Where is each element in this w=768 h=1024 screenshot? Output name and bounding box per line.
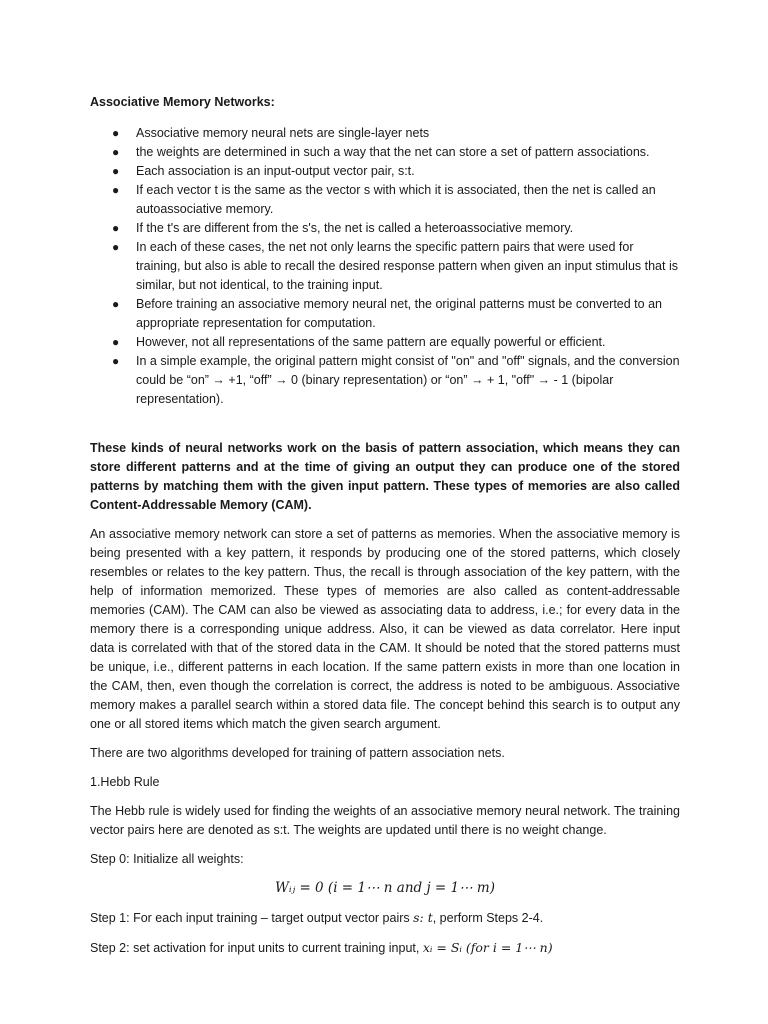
bullet-icon: ● — [112, 164, 120, 178]
hebb-rule-title: 1.Hebb Rule — [90, 775, 160, 789]
bullet-item: ● If the t's are different from the s's, the net is called a heteroassociative memory. — [90, 219, 680, 238]
algorithms-intro: There are two algorithms developed for training of pattern association nets. — [90, 746, 505, 760]
section-heading: Associative Memory Networks: — [90, 95, 275, 109]
bullet-item: ● Associative memory neural nets are single-layer nets — [90, 124, 680, 143]
step-2: Step 2: set activation for input units to current training input, xᵢ = Sᵢ (for i = 1⋯ n) — [90, 940, 553, 955]
cam-paragraph: An associative memory network can store a set of patterns as memories. When the associative memory is being presented with a key pattern, it responds by producing one of the stored patterns, which closely resembles or relates to the key pattern. Thus, the recall is through association of the key pattern, with the help of information memorized. These types of memories are also called as content-addressable memories (CAM). The CAM can also be viewed as associating data to address, i.e.; for every data in the memory there is a corresponding unique address. Also, it can be viewed as data correlator. Here input data is correlated with that of the stored data in the CAM. It should be noted that the stored patterns must be unique, i.e., different patterns in each location. If the same pattern exists in more than one location in the CAM, then, even though the correlation is correct, the address is noted to be ambiguous. Associative memory makes a parallel search within a stored data file. The concept behind this search is to output any one or all stored items which match the given search argument. — [90, 527, 680, 731]
step-0: Step 0: Initialize all weights: — [90, 852, 244, 866]
bullet-icon: ● — [112, 240, 120, 254]
bullet-icon: ● — [112, 183, 120, 197]
bullet-item: ● Each association is an input-output vector pair, s:t. — [90, 162, 680, 181]
bullet-item: ● Before training an associative memory neural net, the original patterns must be converted to an appropriate representation for computation. — [112, 297, 662, 330]
hebb-rule-paragraph: The Hebb rule is widely used for finding the weights of an associative memory neural network. The training vector pairs here are denoted as s:t. The weights are updated until there is no weight change. — [90, 804, 680, 837]
bullet-item: ● However, not all representations of the same pattern are equally powerful or efficient. — [90, 333, 680, 352]
bullet-icon: ● — [112, 221, 120, 235]
bullet-list — [90, 124, 680, 409]
bullet-icon: ● — [112, 126, 120, 140]
bullet-item: ● the weights are determined in such a way that the net can store a set of pattern associations. — [90, 143, 680, 162]
bullet-item: ● In a simple example, the original pattern might consist of "on" and "off" signals, and the conversion could be “on” → +1, “off” → 0 (binary representation) or “on” → + 1, "off" → - 1 (bipolar representation). — [112, 354, 680, 406]
weight-init-equation: Wᵢⱼ = 0 (i = 1⋯ n and j = 1⋯ m) — [275, 880, 495, 896]
bullet-item: ● In each of these cases, the net not only learns the specific pattern pairs that were used for training, but also is able to recall the desired response pattern when given an input stimulus that is similar, but not identical, to the training input. — [112, 240, 678, 292]
bullet-icon: ● — [112, 335, 120, 349]
pattern-association-paragraph: These kinds of neural networks work on the basis of pattern association, which means they can store different patterns and at the time of giving an output they can produce one of the stored patterns by matching them with the given input pattern. These types of memories are also called Content-Addressable Memory (CAM). — [90, 441, 680, 512]
step-1: Step 1: For each input training – target output vector pairs s: t, perform Steps 2-4. — [90, 910, 544, 925]
bullet-icon: ● — [112, 297, 120, 311]
bullet-icon: ● — [112, 145, 120, 159]
bullet-item: ● If each vector t is the same as the vector s with which it is associated, then the net is called an autoassociative memory. — [112, 183, 656, 216]
bullet-icon: ● — [112, 354, 120, 368]
